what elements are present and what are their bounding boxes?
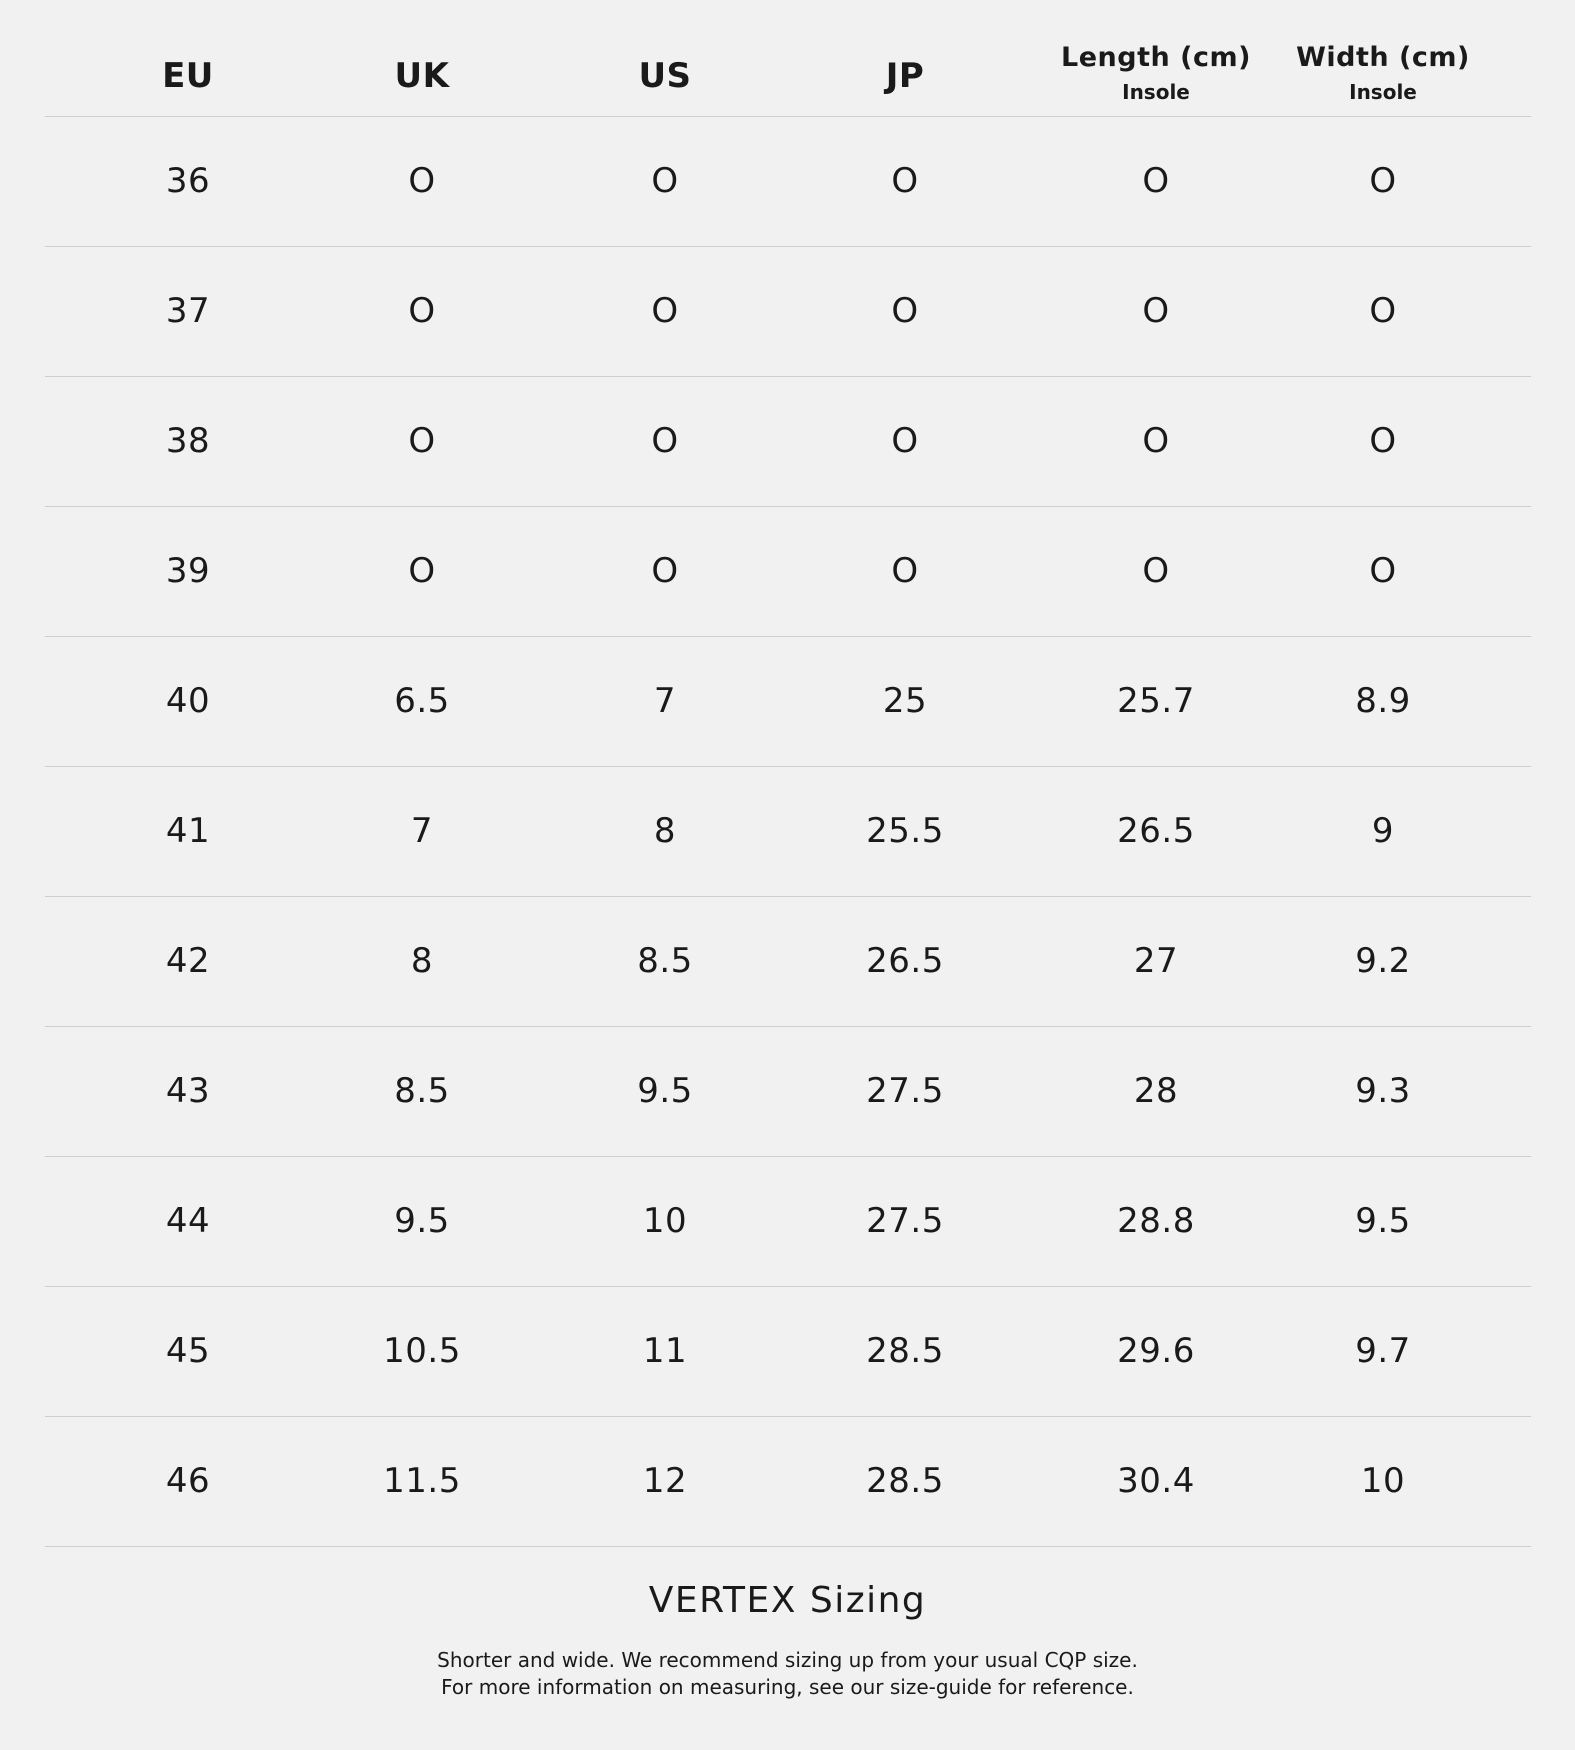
table-cell-uk: 8.5 xyxy=(394,1071,450,1111)
table-cell-jp: O xyxy=(891,291,919,331)
table-cell-eu: 40 xyxy=(165,681,211,721)
table-cell-eu: 39 xyxy=(165,551,211,591)
table-cell-uk: 7 xyxy=(410,811,434,851)
table-row xyxy=(45,1157,1531,1287)
table-cell-uk: O xyxy=(408,551,436,591)
sizing-note xyxy=(0,1580,1575,1701)
table-cell-us: O xyxy=(651,551,679,591)
table-cell-width-cm: 9 xyxy=(1371,811,1395,851)
table-cell-us: O xyxy=(651,421,679,461)
table-cell-us: 12 xyxy=(642,1461,688,1501)
table-cell-width-cm: 9.3 xyxy=(1355,1071,1411,1111)
table-cell-uk: O xyxy=(408,421,436,461)
table-cell-us: 10 xyxy=(642,1201,688,1241)
table-cell-width-cm: O xyxy=(1369,551,1397,591)
table-cell-us: 8.5 xyxy=(637,941,693,981)
size-chart-body xyxy=(45,117,1531,1547)
table-row xyxy=(45,377,1531,507)
table-row xyxy=(45,507,1531,637)
table-cell-us: 11 xyxy=(642,1331,688,1371)
table-cell-eu: 42 xyxy=(165,941,211,981)
table-cell-uk: O xyxy=(408,161,436,201)
sizing-title: VERTEX Sizing xyxy=(648,1580,927,1621)
table-cell-eu: 45 xyxy=(165,1331,211,1371)
table-cell-width-cm: O xyxy=(1369,161,1397,201)
table-cell-length-cm: 27 xyxy=(1133,941,1179,981)
table-cell-length-cm: 25.7 xyxy=(1117,681,1195,721)
table-cell-length-cm: O xyxy=(1142,291,1170,331)
table-cell-eu: 44 xyxy=(165,1201,211,1241)
table-cell-jp: 27.5 xyxy=(866,1201,944,1241)
table-row xyxy=(45,637,1531,767)
table-cell-jp: O xyxy=(891,161,919,201)
table-cell-eu: 43 xyxy=(165,1071,211,1111)
table-cell-length-cm: 28 xyxy=(1133,1071,1179,1111)
table-cell-jp: 25 xyxy=(882,681,928,721)
table-row xyxy=(45,767,1531,897)
table-cell-width-cm: 10 xyxy=(1360,1461,1406,1501)
table-cell-jp: 27.5 xyxy=(866,1071,944,1111)
table-cell-jp: O xyxy=(891,421,919,461)
table-cell-jp: O xyxy=(891,551,919,591)
table-cell-jp: 25.5 xyxy=(866,811,944,851)
table-cell-us: 8 xyxy=(653,811,677,851)
table-row xyxy=(45,1027,1531,1157)
table-cell-eu: 36 xyxy=(165,161,211,201)
table-cell-length-cm: O xyxy=(1142,421,1170,461)
column-header-label: UK xyxy=(394,56,450,96)
table-cell-width-cm: O xyxy=(1369,291,1397,331)
column-header-label: JP xyxy=(885,56,925,96)
column-header-label: US xyxy=(638,56,692,96)
table-cell-uk: 9.5 xyxy=(394,1201,450,1241)
table-cell-width-cm: O xyxy=(1369,421,1397,461)
table-cell-uk: O xyxy=(408,291,436,331)
table-cell-length-cm: O xyxy=(1142,551,1170,591)
table-row xyxy=(45,117,1531,247)
table-cell-width-cm: 8.9 xyxy=(1355,681,1411,721)
size-chart-header xyxy=(45,0,1531,117)
table-cell-us: O xyxy=(651,291,679,331)
table-cell-jp: 28.5 xyxy=(866,1461,944,1501)
table-cell-length-cm: 26.5 xyxy=(1117,811,1195,851)
table-cell-length-cm: 28.8 xyxy=(1117,1201,1195,1241)
table-cell-width-cm: 9.2 xyxy=(1355,941,1411,981)
table-cell-width-cm: 9.5 xyxy=(1355,1201,1411,1241)
table-cell-eu: 37 xyxy=(165,291,211,331)
column-header-label: Length (cm) xyxy=(1061,42,1251,73)
table-cell-eu: 41 xyxy=(165,811,211,851)
column-header-sublabel: Insole xyxy=(1122,80,1190,104)
table-cell-us: O xyxy=(651,161,679,201)
sizing-description: Shorter and wide. We recommend sizing up from your usual CQP size. xyxy=(437,1648,1138,1672)
column-header-label: Width (cm) xyxy=(1296,42,1470,73)
table-cell-uk: 6.5 xyxy=(394,681,450,721)
table-cell-us: 9.5 xyxy=(637,1071,693,1111)
table-cell-uk: 10.5 xyxy=(383,1331,461,1371)
size-chart xyxy=(45,0,1531,1547)
table-cell-width-cm: 9.7 xyxy=(1355,1331,1411,1371)
table-cell-jp: 26.5 xyxy=(866,941,944,981)
table-row xyxy=(45,247,1531,377)
table-row xyxy=(45,897,1531,1027)
table-cell-eu: 38 xyxy=(165,421,211,461)
sizing-reference-note: For more information on measuring, see our size-guide for reference. xyxy=(441,1675,1134,1699)
column-header-label: EU xyxy=(162,56,214,96)
table-cell-uk: 8 xyxy=(410,941,434,981)
table-cell-length-cm: O xyxy=(1142,161,1170,201)
table-cell-length-cm: 29.6 xyxy=(1117,1331,1195,1371)
table-cell-length-cm: 30.4 xyxy=(1117,1461,1195,1501)
table-cell-uk: 11.5 xyxy=(383,1461,461,1501)
column-header-sublabel: Insole xyxy=(1349,80,1417,104)
table-cell-jp: 28.5 xyxy=(866,1331,944,1371)
table-row xyxy=(45,1287,1531,1417)
table-cell-eu: 46 xyxy=(165,1461,211,1501)
table-cell-us: 7 xyxy=(653,681,677,721)
table-row xyxy=(45,1417,1531,1547)
